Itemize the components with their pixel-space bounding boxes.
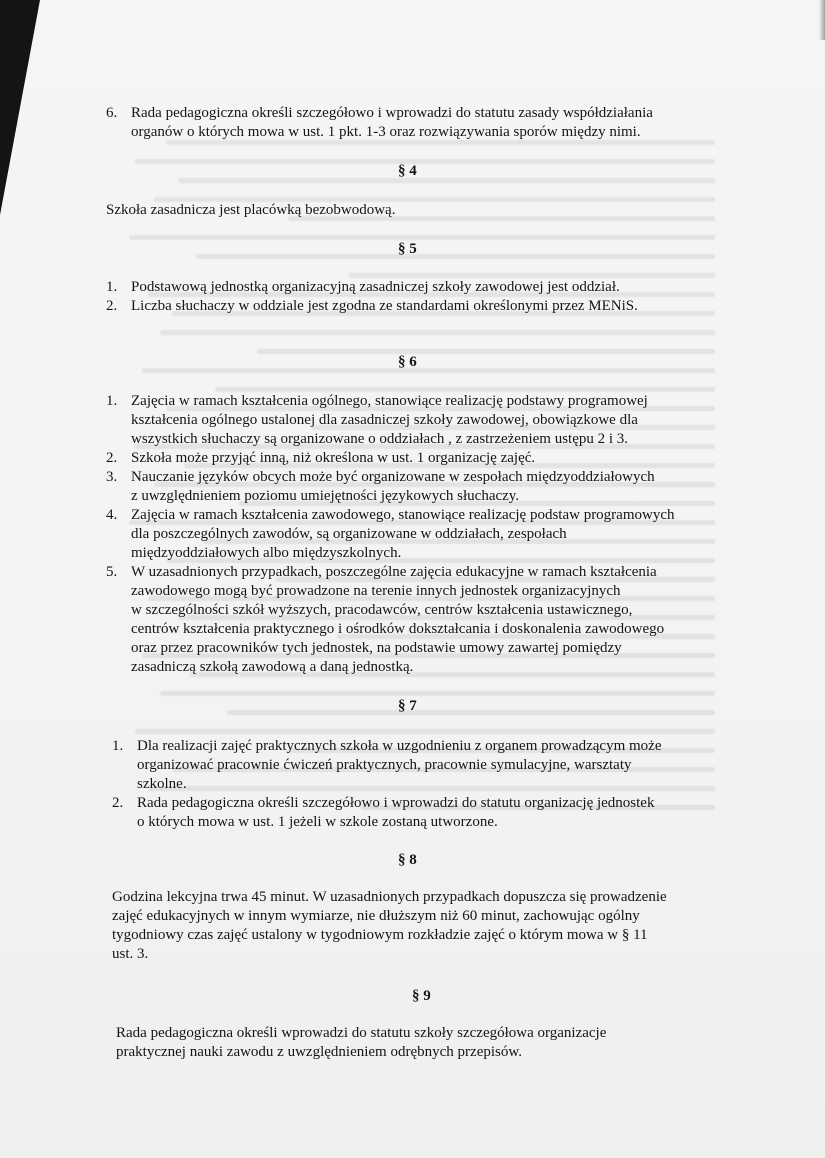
section-heading-9: § 9 [412,988,431,1004]
section-heading-6: § 6 [398,354,417,370]
item-text-line: Zajęcia w ramach kształcenia ogólnego, stanowiące realizację podstawy programowej [131,393,648,409]
section-9-line: Rada pedagogiczna określi wprowadzi do statutu szkoły szczegółowa organizacje [116,1025,607,1041]
item-number: 6. [106,105,118,121]
item-number: 1. [112,738,124,754]
section-8-line: tygodniowy czas zajęć ustalony w tygodniowym rozkładzie zajęć o którym mowa w § 11 [112,927,648,943]
item-number: 2. [106,450,118,466]
item-text-line: z uwzględnieniem poziomu umiejętności językowych słuchaczy. [131,488,520,504]
item-text-line: szkolne. [137,776,187,792]
scan-shadow-corner [0,0,40,215]
section-4-paragraph: Szkoła zasadnicza jest placówką bezobwodową. [106,202,396,218]
item-number: 3. [106,469,118,485]
item-text-line: Dla realizacji zajęć praktycznych szkoła w uzgodnieniu z organem prowadzącym może [137,738,662,754]
item-text-line: Liczba słuchaczy w oddziale jest zgodna ze standardami określonymi przez MENiS. [131,298,638,314]
item-number: 1. [106,393,118,409]
section-heading-4: § 4 [398,163,417,179]
item-text-line: międzyoddziałowych albo międzyszkolnych. [131,545,402,561]
item-text-line: Szkoła może przyjąć inną, niż określona w ust. 1 organizację zajęć. [131,450,536,466]
section-8-line: zajęć edukacyjnych w innym wymiarze, nie dłuższym niż 60 minut, zachowując ogólny [112,908,640,924]
item-number: 2. [106,298,118,314]
item-text-line: Rada pedagogiczna określi szczegółowo i wprowadzi do statutu organizację jednostek [137,795,655,811]
item-text-line: zasadniczą szkołą zawodową a daną jednostką. [131,659,414,675]
section-8-line: ust. 3. [112,946,149,962]
item-text-line: o których mowa w ust. 1 jeżeli w szkole zostaną utworzone. [137,814,498,830]
item-number: 5. [106,564,118,580]
item-text-line: organów o których mowa w ust. 1 pkt. 1-3 oraz rozwiązywania sporów między nimi. [131,124,641,140]
item-text-line: centrów kształcenia praktycznego i ośrodków dokształcania i doskonalenia zawodowego [131,621,665,637]
section-heading-8: § 8 [398,852,417,868]
item-text-line: organizować pracownie ćwiczeń praktycznych, pracownie symulacyjne, warsztaty [137,757,632,773]
item-text-line: Rada pedagogiczna określi szczegółowo i wprowadzi do statutu zasady współdziałania [131,105,653,121]
item-text-line: Zajęcia w ramach kształcenia zawodowego, stanowiące realizację podstaw programowych [131,507,675,523]
section-heading-5: § 5 [398,241,417,257]
item-text-line: oraz przez pracowników tych jednostek, na podstawie umowy zawartej pomiędzy [131,640,622,656]
item-text-line: Nauczanie języków obcych może być organizowane w zespołach międzyoddziałowych [131,469,655,485]
item-number: 2. [112,795,124,811]
item-text-line: Podstawową jednostką organizacyjną zasadniczej szkoły zawodowej jest oddział. [131,279,620,295]
scan-shadow-edge [819,0,825,40]
item-text-line: wszystkich słuchaczy są organizowane o oddziałach , z zastrzeżeniem ustępu 2 i 3. [131,431,629,447]
item-text-line: w szczególności szkół wyższych, pracodawców, centrów kształcenia ustawicznego, [131,602,633,618]
section-8-line: Godzina lekcyjna trwa 45 minut. W uzasadnionych przypadkach dopuszcza się prowadzenie [112,889,667,905]
section-heading-7: § 7 [398,698,417,714]
item-text-line: kształcenia ogólnego ustalonej dla zasadniczej szkoły zawodowej, obowiązkowe dla [131,412,638,428]
item-text-line: dla poszczególnych zawodów, są organizowane w oddziałach, zespołach [131,526,567,542]
item-text-line: zawodowego mogą być prowadzone na terenie innych jednostek organizacyjnych [131,583,621,599]
item-number: 1. [106,279,118,295]
item-number: 4. [106,507,118,523]
item-text-line: W uzasadnionych przypadkach, poszczególne zajęcia edukacyjne w ramach kształcenia [131,564,657,580]
section-9-line: praktycznej nauki zawodu z uwzględnieniem odrębnych przepisów. [116,1044,522,1060]
